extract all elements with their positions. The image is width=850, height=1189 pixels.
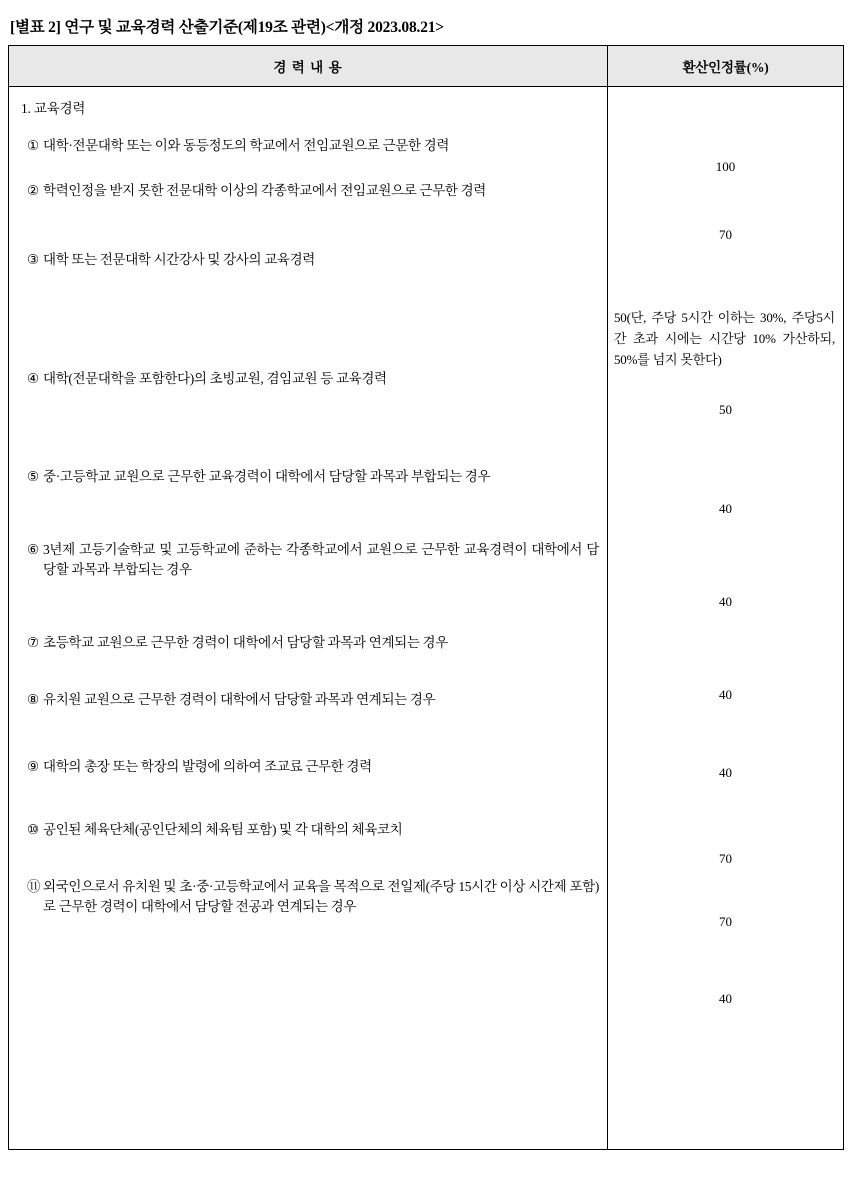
criteria-table bbox=[8, 45, 844, 1150]
rate-value: 70 bbox=[719, 226, 732, 242]
row-text: 대학 또는 전문대학 시간강사 및 강사의 교육경력 bbox=[43, 252, 315, 268]
rate-value: 100 bbox=[715, 159, 736, 174]
rate-column bbox=[608, 87, 843, 1149]
row-marker: ⑥ bbox=[27, 541, 40, 557]
row-marker: ⑦ bbox=[27, 634, 40, 650]
rate-value: 40 bbox=[719, 686, 732, 702]
content-column bbox=[9, 87, 608, 1149]
row-text: 유치원 교원으로 근무한 경력이 대학에서 담당할 과목과 연계되는 경우 bbox=[43, 692, 436, 708]
table-row bbox=[27, 136, 599, 157]
row-marker: ② bbox=[27, 182, 40, 198]
table-row bbox=[27, 540, 599, 581]
table-row bbox=[27, 877, 599, 918]
row-text: 학력인정을 받지 못한 전문대학 이상의 각종학교에서 전임교원으로 근무한 경력 bbox=[43, 182, 487, 198]
row-text: 중·고등학교 교원으로 근무한 교육경력이 대학에서 담당할 과목과 부합되는 경우 bbox=[43, 469, 491, 485]
row-text: 대학(전문대학을 포함한다)의 초빙교원, 겸임교원 등 교육경력 bbox=[43, 370, 387, 386]
table-row bbox=[27, 757, 599, 778]
row-text: 공인된 체육단체(공인단체의 체육팀 포함) 및 각 대학의 체육코치 bbox=[43, 822, 403, 838]
row-text: 3년제 고등기술학교 및 고등학교에 준하는 각종학교에서 교원으로 근무한 교육경력이 대학에서 담당할 과목과 부합되는 경우 bbox=[43, 541, 599, 578]
row-marker: ④ bbox=[27, 370, 40, 386]
row-marker: ⑧ bbox=[27, 692, 40, 708]
table-row bbox=[27, 467, 599, 488]
row-text: 대학의 총장 또는 학장의 발령에 의하여 조교료 근무한 경력 bbox=[43, 758, 372, 774]
table-row bbox=[27, 820, 599, 841]
table-row bbox=[27, 181, 599, 202]
row-marker: ⑩ bbox=[27, 822, 40, 838]
rate-value: 40 bbox=[719, 990, 732, 1006]
rate-value: 70 bbox=[719, 914, 732, 930]
row-marker: ① bbox=[27, 138, 40, 153]
table-row bbox=[27, 633, 599, 654]
section-title: 1. 교육경력 bbox=[21, 101, 86, 116]
table-row bbox=[27, 690, 599, 711]
table-body bbox=[9, 87, 843, 1149]
table-header-row bbox=[9, 46, 843, 87]
rate-value: 50(단, 주당 5시간 이하는 30%, 주당5시간 초과 시에는 시간당 10% 가산하되, 50%를 넘지 못한다) bbox=[614, 309, 835, 367]
table-row bbox=[27, 369, 599, 390]
rate-value: 70 bbox=[719, 851, 732, 867]
row-marker: ⑤ bbox=[27, 469, 40, 485]
rate-value: 40 bbox=[719, 764, 732, 780]
rate-value: 40 bbox=[719, 594, 732, 610]
rate-value: 50 bbox=[719, 401, 732, 417]
row-text: 초등학교 교원으로 근무한 경력이 대학에서 담당할 과목과 연계되는 경우 bbox=[43, 634, 448, 650]
row-marker: ⑨ bbox=[27, 758, 40, 774]
row-marker: ③ bbox=[27, 252, 40, 268]
column-header-rate: 환산인정률(%) bbox=[682, 60, 769, 75]
page-title: [별표 2] 연구 및 교육경력 산출기준(제19조 관련)<개정 2023.08.21> bbox=[10, 19, 444, 36]
table-row bbox=[27, 250, 599, 271]
row-text: 대학·전문대학 또는 이와 동등정도의 학교에서 전임교원으로 근문한 경력 bbox=[43, 138, 450, 153]
row-marker: ⑪ bbox=[27, 878, 41, 894]
rate-value: 40 bbox=[719, 501, 732, 517]
row-text: 외국인으로서 유치원 및 초·중·고등학교에서 교육을 목적으로 전일제(주당 15시간 이상 시간제 포함)로 근무한 경력이 대학에서 담당할 전공과 연계되는 경우 bbox=[43, 878, 599, 915]
column-header-content: 경 력 내 용 bbox=[9, 46, 608, 86]
